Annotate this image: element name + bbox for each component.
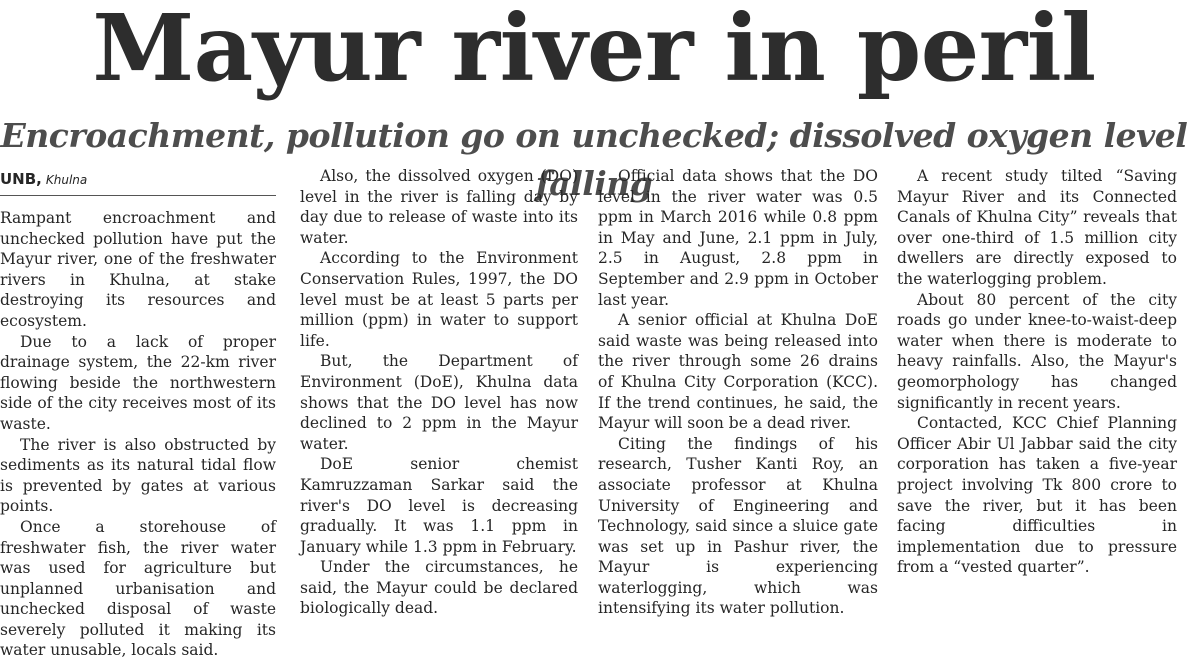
paragraph: Official data shows that the DO level in the river water was 0.5 ppm in March 2016 while 0.8 ppm in May and June, 2.1 ppm in July, 2.5 in August, 2.8 ppm in September and 2.9 ppm in October last year. [598,167,878,309]
article-column-2 [300,166,578,618]
paragraph: But, the Department of Environment (DoE), Khulna data shows that the DO level has now declined to 2 ppm in the Mayur water. [300,352,578,453]
paragraph: Under the circumstances, he said, the Mayur could be declared biologically dead. [300,558,578,618]
paragraph: According to the Environment Conservation Rules, 1997, the DO level must be at least 5 parts per million (ppm) in water to support life. [300,249,578,350]
paragraph: Due to a lack of proper drainage system, the 22-km river flowing beside the northwestern side of the city receives most of its waste. [0,332,276,433]
byline-agency: UNB, [0,170,42,188]
paragraph: A senior official at Khulna DoE said waste was being released into the river through some 26 drains of Khulna City Corporation (KCC). If the trend continues, he said, the Mayur will soon be a dead river. [598,311,878,433]
paragraph: DoE senior chemist Kamruzzaman Sarkar said the river's DO level is decreasing gradually. It was 1.1 ppm in January while 1.3 ppm in February. [300,455,578,556]
paragraph: About 80 percent of the city roads go under knee-to-waist-deep water when there is moderate to heavy rainfalls. Also, the Mayur's geomorphology has changed significantly in recent years. [897,290,1177,412]
headline: Mayur river in peril [92,0,1096,102]
paragraph: Rampant encroachment and unchecked pollution have put the Mayur river, one of the freshwater rivers in Khulna, at stake destroying its resources and ecosystem. [0,209,276,330]
paragraph: A recent study tilted “Saving Mayur River and its Connected Canals of Khulna City” reveals that over one-third of 1.5 million city dwellers are directly exposed to the waterlogging problem. [897,167,1177,288]
article-column-3 [598,166,878,618]
subheadline: Encroachment, pollution go on unchecked; dissolved oxygen level falling [0,116,1188,203]
paragraph: Citing the findings of his research, Tusher Kanti Roy, an associate professor at Khulna University of Engineering and Technology, said since a sluice gate was set up in Pashur river, the Mayur is experiencing waterlogging, which was intensifying its water pollution. [598,434,878,618]
paragraph: The river is also obstructed by sediments as its natural tidal flow is prevented by gates at various points. [0,435,276,516]
article-column-4 [897,166,1177,606]
paragraph: Contacted, KCC Chief Planning Officer Abir Ul Jabbar said the city corporation has taken a five-year project involving Tk 800 crore to save the river, but it has been facing difficulties in implementation due to pressure from a “vested quarter”. [897,414,1177,577]
byline-place: Khulna [45,173,88,187]
byline [0,166,276,196]
paragraph: Once a storehouse of freshwater fish, the river water was used for agriculture but unplanned urbanisation and unchecked disposal of waste severely polluted it making its water unusable, locals said. [0,517,276,660]
paragraph: Also, the dissolved oxygen (DO) level in the river is falling day by day due to release of waste into its water. [300,167,578,247]
article-column-1 [0,166,276,660]
